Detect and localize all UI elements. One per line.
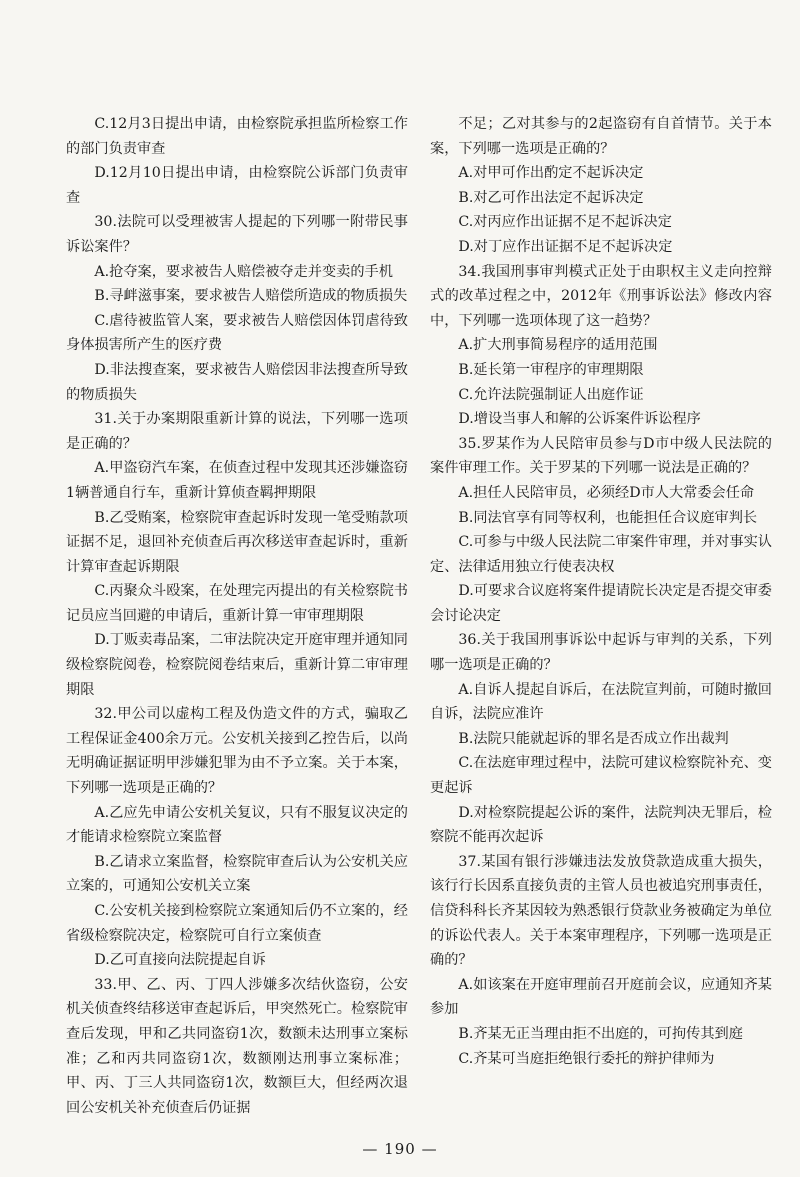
paragraph: A.对甲可作出酌定不起诉决定 <box>458 165 644 182</box>
paragraph: D.12月10日提出申请，由检察院公诉部门负责审查 <box>66 165 408 206</box>
paragraph: D.对检察院提起公诉的案件，法院判决无罪后，检察院不能再次起诉 <box>430 804 772 846</box>
paragraph: D.可要求合议庭将案件提请院长决定是否提交审委会讨论决定 <box>430 583 772 624</box>
paragraph: A.自诉人提起自诉后，在法院宣判前，可随时撤回自诉，法院应准许 <box>430 681 772 723</box>
paragraph: B.对乙可作出法定不起诉决定 <box>458 189 644 206</box>
paragraph: A.扩大刑事简易程序的适用范围 <box>458 337 658 354</box>
paragraph: B.同法官享有同等权利，也能担任合议庭审判长 <box>458 509 758 526</box>
paragraph: D.对丁应作出证据不足不起诉决定 <box>458 238 673 255</box>
paragraph: B.乙请求立案监督，检察院审查后认为公安机关应立案的，可通知公安机关立案 <box>66 853 408 895</box>
paragraph: D.增设当事人和解的公诉案件诉讼程序 <box>458 411 701 428</box>
paragraph: 31.关于办案期限重新计算的说法，下列哪一选项是正确的？ <box>66 411 408 452</box>
paragraph: 36.关于我国刑事诉讼中起诉与审判的关系，下列哪一选项是正确的？ <box>430 632 772 674</box>
paragraph: C.丙聚众斗殴案，在处理完丙提出的有关检察院书记员应当回避的申请后，重新计算一审审理期限 <box>66 583 408 624</box>
page-number: — 190 — <box>362 1140 438 1158</box>
paragraph: D.丁贩卖毒品案，二审法院决定开庭审理并通知同级检察院阅卷，检察院阅卷结束后，重新计算二审审理期限 <box>66 632 408 698</box>
paragraph: C.虐待被监管人案，要求被告人赔偿因体罚虐待致身体损害所产生的医疗费 <box>66 312 408 354</box>
paragraph: A.甲盗窃汽车案，在侦查过程中发现其还涉嫌盗窃1辆普通自行车，重新计算侦查羁押期限 <box>66 460 408 501</box>
paragraph: 33.甲、乙、丙、丁四人涉嫌多次结伙盗窃，公安机关侦查终结移送审查起诉后，甲突然死亡。检察院审查后发现，甲和乙共同盗窃1次，数额未达刑事立案标准；乙和丙共同盗窃1次，数额刚达刑事立案标准；甲、丙、丁三人共同盗窃1次，数额巨大，但经两次退回公安机关补充侦查后仍证据 <box>66 976 408 1116</box>
paragraph: 37.某国有银行涉嫌违法发放贷款造成重大损失，该行行长因系直接负责的主管人员也被追究刑事责任，信贷科科长齐某因较为熟悉银行贷款业务被确定为单位的诉讼代表人。关于本案审理程序，下列哪一选项是正确的？ <box>430 853 772 969</box>
paragraph: C.公安机关接到检察院立案通知后仍不立案的，经省级检察院决定，检察院可自行立案侦查 <box>66 903 408 944</box>
paragraph: B.齐某无正当理由拒不出庭的，可拘传其到庭 <box>458 1025 743 1042</box>
paragraph: C.齐某可当庭拒绝银行委托的辩护律师为 <box>458 1050 715 1067</box>
paragraph: A.乙应先申请公安机关复议，只有不服复议决定的才能请求检察院立案监督 <box>66 804 408 846</box>
paragraph: B.延长第一审程序的审理期限 <box>458 361 644 378</box>
paragraph: B.乙受贿案，检察院审查起诉时发现一笔受贿款项证据不足，退回补充侦查后再次移送审查起诉时，重新计算审查起诉期限 <box>66 509 408 575</box>
paragraph: 35.罗某作为人民陪审员参与D市中级人民法院的案件审理工作。关于罗某的下列哪一说法是正确的？ <box>430 435 772 477</box>
left-column <box>66 112 408 1120</box>
paragraph: B.寻衅滋事案，要求被告人赔偿所造成的物质损失 <box>94 288 408 305</box>
paragraph: A.如该案在开庭审理前召开庭前会议，应通知齐某参加 <box>430 976 772 1018</box>
paragraph: 30.法院可以受理被害人提起的下列哪一附带民事诉讼案件？ <box>66 214 408 255</box>
paragraph: C.12月3日提出申请，由检察院承担监所检察工作的部门负责审查 <box>66 116 408 157</box>
paragraph: A.担任人民陪审员，必须经D市人大常委会任命 <box>458 484 755 501</box>
paragraph: C.可参与中级人民法院二审案件审理，并对事实认定、法律适用独立行使表决权 <box>430 534 772 575</box>
paragraph: C.在法庭审理过程中，法院可建议检察院补充、变更起诉 <box>430 755 772 797</box>
paragraph: D.乙可直接向法院提起自诉 <box>94 952 266 969</box>
paragraph: 不足；乙对其参与的2起盗窃有自首情节。关于本案，下列哪一选项是正确的？ <box>430 116 772 157</box>
paragraph: C.允许法院强制证人出庭作证 <box>458 386 644 403</box>
paragraph: A.抢夺案，要求被告人赔偿被夺走并变卖的手机 <box>94 263 393 280</box>
paragraph: D.非法搜查案，要求被告人赔偿因非法搜查所导致的物质损失 <box>66 361 408 403</box>
paragraph: 32.甲公司以虚构工程及伪造文件的方式，骗取乙工程保证金400余万元。公安机关接到乙控告后，以尚无明确证据证明甲涉嫌犯罪为由不予立案。关于本案，下列哪一选项是正确的？ <box>66 706 408 797</box>
paragraph: 34.我国刑事审判模式正处于由职权主义走向控辩式的改革过程之中，2012年《刑事诉讼法》修改内容中，下列哪一选项体现了这一趋势？ <box>430 263 772 329</box>
right-column <box>430 112 772 1071</box>
paragraph: C.对丙应作出证据不足不起诉决定 <box>458 214 672 231</box>
paragraph: B.法院只能就起诉的罪名是否成立作出裁判 <box>458 730 729 747</box>
